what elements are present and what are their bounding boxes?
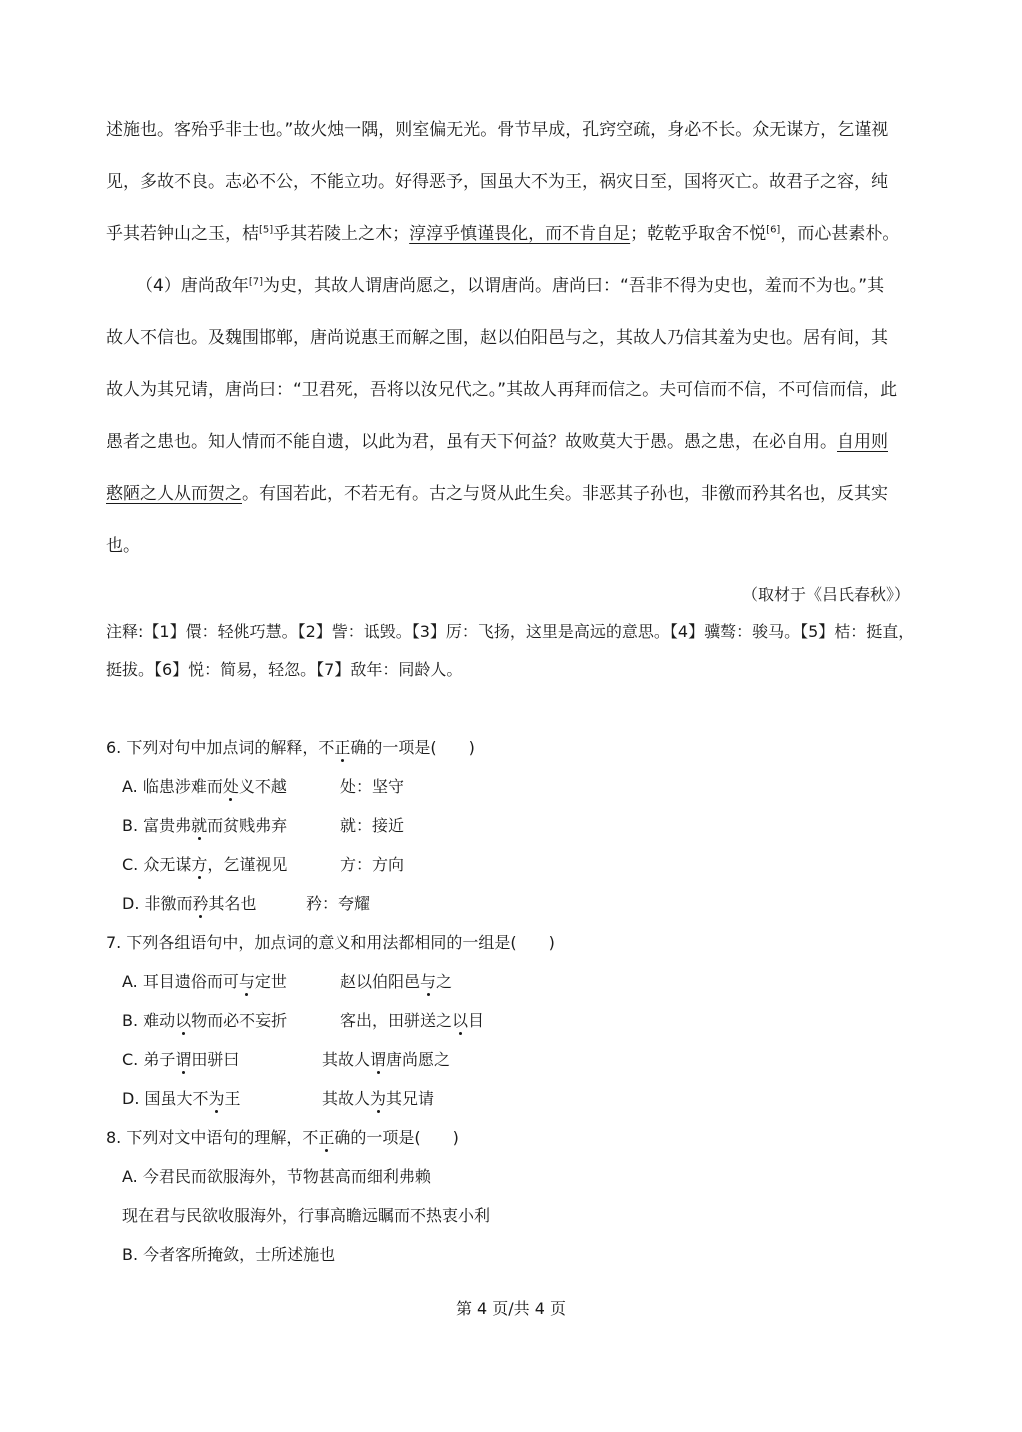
dotted-word: 为 (370, 1089, 387, 1108)
dotted-word: 矜 (192, 894, 209, 913)
text: 乎其若钟山之玉，桔 (106, 224, 259, 244)
emphasis-dotted: 不正确 (318, 738, 367, 757)
text: ) (468, 738, 475, 757)
passage-line: 述施也。客殆乎非士也。”故火烛一隅，则室偏无光。骨节早成，孔窍空疏，身必不长。众无谋方，乞谨视 (106, 120, 889, 140)
option-c-compare: 其故人谓唐尚愿之 (322, 1050, 451, 1069)
passage-line: 见，多故不良。志必不公，不能立功。好得恶予，国虽大不为王，祸灾日至，国将灭亡。故君子之容，纯 (106, 172, 888, 192)
text: ；乾乾乎取舍不悦 (630, 224, 767, 244)
passage-line: 故人为其兄请，唐尚曰：“卫君死，吾将以汝兄代之。”其故人再拜而信之。夫可信而不信，不可信而信，此 (106, 380, 898, 400)
passage-line: 也。 (106, 536, 140, 556)
underlined-sentence: 淳淳乎慎谨畏化，而不肯自足 (409, 224, 631, 244)
text: ) (452, 1128, 459, 1147)
option-a-compare: 赵以伯阳邑与之 (340, 972, 453, 991)
passage-line (106, 222, 899, 246)
passage-line (106, 430, 888, 454)
option-d-gloss: 矜：夸耀 (306, 894, 371, 913)
option-a[interactable]: A. 临患涉难而处义不越 (122, 777, 287, 796)
option-c-gloss: 方：方向 (340, 855, 405, 874)
text: 7. 下列各组语句中，加点词的意义和用法都相同的一组是( (106, 933, 517, 952)
emphasis-dotted: 不正确 (302, 1128, 351, 1147)
text: ，而心甚素朴。 (780, 224, 900, 244)
text: 的一项是( (350, 1128, 421, 1147)
option-d[interactable]: D. 国虽大不为王 (122, 1089, 241, 1108)
text: 8. 下列对文中语句的理解， (106, 1128, 303, 1147)
text: 6. 下列对句中加点词的解释， (106, 738, 319, 757)
dotted-word: 方 (191, 855, 208, 874)
footnote-ref: [6] (766, 224, 781, 236)
annotation-line: 注释:【1】儇：轻佻巧慧。【2】訾：诋毁。【3】厉：飞扬，这里是高远的意思。【4】骥骜：骏马。【5】桔：挺直， (106, 622, 915, 641)
option-a-translation: 现在君与民欲收服海外，行事高瞻远瞩而不热衷小利 (122, 1206, 491, 1225)
question-6-stem (106, 736, 475, 760)
text: 的一项是( (366, 738, 437, 757)
dotted-word: 与 (420, 972, 437, 991)
footnote-ref: [7] (248, 276, 263, 288)
passage-line: 故人不信也。及魏围邯郸，唐尚说惠王而解之围，赵以伯阳邑与之，其故人乃信其羞为史也。居有间，其 (106, 328, 888, 348)
question-8-stem (106, 1126, 459, 1150)
option-b[interactable]: B. 今者客所掩敛，士所述施也 (122, 1245, 336, 1264)
underlined-sentence: 自用则 (837, 432, 888, 452)
dotted-word: 以 (452, 1011, 469, 1030)
option-d[interactable]: D. 非徼而矜其名也 (122, 894, 257, 913)
question-7-stem (106, 931, 555, 955)
option-b[interactable]: B. 难动以物而必不妄折 (122, 1011, 288, 1030)
text: 为史，其故人谓唐尚愿之，以谓唐尚。唐尚曰：“吾非不得为史也，羞而不为也。”其 (263, 276, 885, 296)
text: 愚者之患也。知人情而不能自遗，以此为君，虽有天下何益？故败莫大于愚。愚之患，在必自用。 (106, 432, 837, 452)
source-citation: （取材于《吕氏春秋》） (741, 585, 910, 604)
text: ) (548, 933, 555, 952)
passage-line (136, 274, 884, 298)
underlined-sentence: 憨陋之人从而贺之 (106, 484, 242, 504)
dotted-word: 谓 (175, 1050, 192, 1069)
passage-line (106, 482, 888, 506)
dotted-word: 处 (222, 777, 239, 796)
option-a-gloss: 处：坚守 (340, 777, 405, 796)
dotted-word: 与 (238, 972, 255, 991)
option-a[interactable]: A. 今君民而欲服海外，节物甚高而细利弗赖 (122, 1167, 431, 1186)
dotted-word: 就 (191, 816, 208, 835)
dotted-word: 谓 (370, 1050, 387, 1069)
option-b[interactable]: B. 富贵弗就而贫贱弗弃 (122, 816, 288, 835)
option-d-compare: 其故人为其兄请 (322, 1089, 435, 1108)
option-c[interactable]: C. 弟子谓田骈曰 (122, 1050, 240, 1069)
footnote-ref: [5] (259, 224, 274, 236)
text: 。有国若此，不若无有。古之与贤从此生矣。非恶其子孙也，非徼而矜其名也，反其实 (242, 484, 888, 504)
option-c[interactable]: C. 众无谋方，乞谨视见 (122, 855, 288, 874)
dotted-word: 为 (208, 1089, 225, 1108)
text: 乎其若陵上之木； (273, 224, 410, 244)
dotted-word: 以 (175, 1011, 192, 1030)
annotation-line: 挺拔。【6】悦：简易，轻忽。【7】敌年：同龄人。 (106, 660, 463, 679)
text: （4）唐尚敌年 (136, 276, 249, 296)
page-number: 第 4 页/共 4 页 (455, 1299, 567, 1318)
option-b-gloss: 就：接近 (340, 816, 405, 835)
option-a[interactable]: A. 耳目遗俗而可与定世 (122, 972, 287, 991)
option-b-compare: 客出，田骈送之以目 (340, 1011, 485, 1030)
